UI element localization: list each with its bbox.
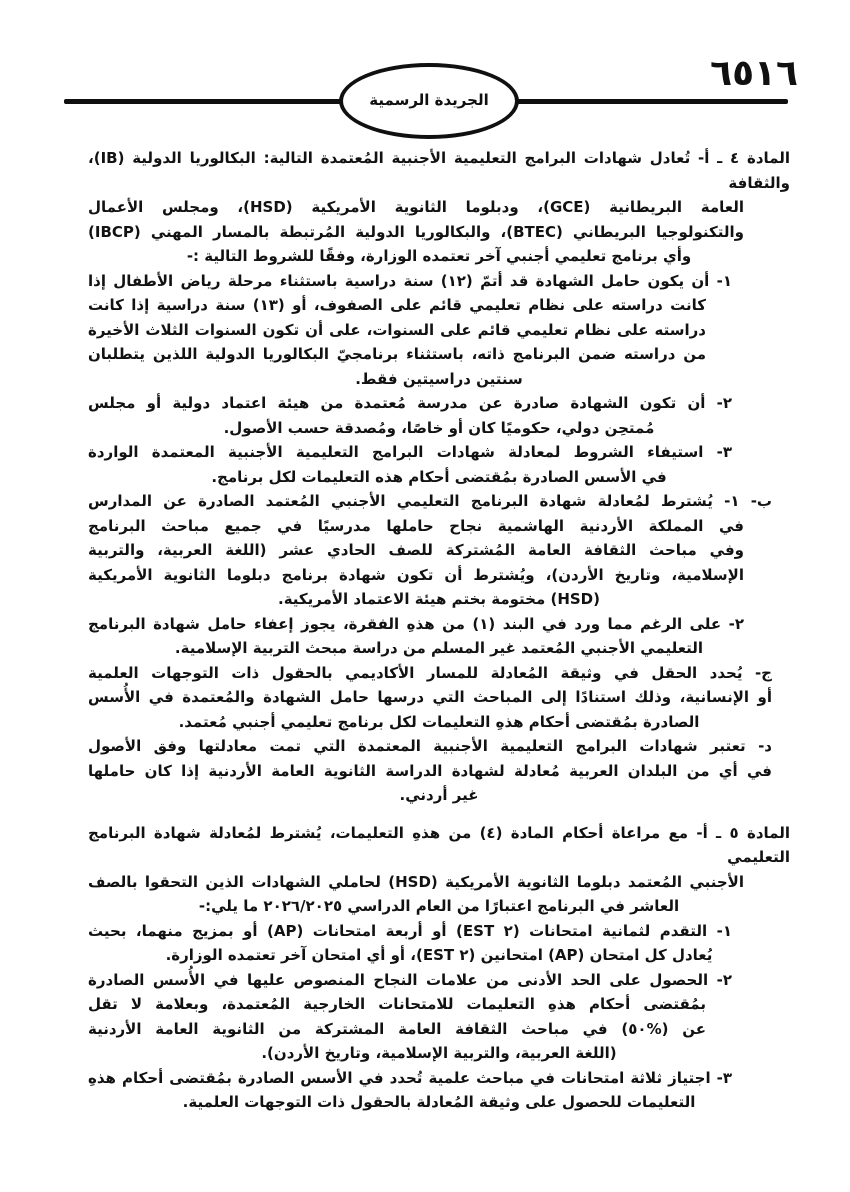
text-line: (اللغة العربية، والتربية الإسلامية، وتاريخ الأردن). bbox=[261, 1044, 617, 1062]
article-5-condition-3 bbox=[88, 1066, 790, 1115]
text-line: سنتين دراسيتين فقط. bbox=[355, 369, 523, 388]
text-line: بمُقتضى أحكام هذهِ التعليمات للامتحانات الخارجية المُعتمدة، وبعلامة لا تقل bbox=[88, 995, 706, 1013]
text-line: والتكنولوجيا البريطاني (BTEC)، والبكالوريا الدولية المُرتبطة بالمسار المهني (IBCP) bbox=[88, 222, 744, 241]
text-line: دراسته على نظام تعليمي قائم على السنوات، على أن تكون السنوات الثلاث الأخيرة bbox=[88, 320, 706, 339]
text-line: كانت دراسته على نظام تعليمي قائم على الصفوف، أو (١٣) سنة دراسية إذا كانت bbox=[88, 296, 706, 314]
text-line: مُمتحِن دولي، حكوميًا كان أو خاصًا، ومُصدقة حسب الأصول. bbox=[223, 418, 655, 437]
article-5-condition-2 bbox=[88, 968, 790, 1066]
text-line: وفي مباحث الثقافة العامة المُشتركة للصف الحادي عشر (اللغة العربية، والتربية bbox=[88, 541, 744, 559]
gazette-oval-badge bbox=[339, 63, 519, 139]
article-5-intro bbox=[88, 821, 790, 919]
text-line: (HSD) مختومة بختم هيئة الاعتماد الأمريكية. bbox=[278, 590, 600, 608]
article-4-condition-2 bbox=[88, 391, 790, 440]
article-4-c bbox=[88, 661, 790, 735]
text-line: التعليمات للحصول على وثيقة المُعادلة بالحقول ذات التوجهات العلمية. bbox=[182, 1093, 696, 1111]
gazette-title: الجريدة الرسمية bbox=[369, 91, 489, 109]
article-4-condition-3 bbox=[88, 440, 790, 489]
text-line: العامة البريطانية (GCE)، ودبلوما الثانوية الأمريكية (HSD)، ومجلس الأعمال bbox=[88, 198, 744, 216]
text-line: الأجنبي المُعتمد دبلوما الثانوية الأمريكية (HSD) لحاملي الشهادات الذين التحقوا بالصف bbox=[88, 872, 744, 891]
text-line: التعليمي الأجنبي المُعتمد غير المسلم من دراسة مبحث التربية الإسلامية. bbox=[174, 639, 704, 657]
text-line: أو الإنسانية، وذلك استنادًا إلى المباحث التي درسها حامل الشهادة والمُعتمدة في الأُسس bbox=[88, 688, 772, 706]
text-line: في الأسس الصادرة بمُقتضى أحكام هذه التعليمات لكل برنامج. bbox=[211, 467, 667, 486]
text-line: الصادرة بمُقتضى أحكام هذهِ التعليمات لكل برنامج تعليمي أجنبي مُعتمد. bbox=[178, 712, 700, 731]
text-line: العاشر في البرنامج اعتبارًا من العام الدراسي ٢٠٢٦/٢٠٢٥ ما يلي:- bbox=[198, 897, 680, 915]
text-line: ٣- استيفاء الشروط لمعادلة شهادات البرامج التعليمية الأجنبية المعتمدة الواردة bbox=[88, 443, 732, 461]
text-line: ج- يُحدد الحقل في وثيقة المُعادلة للمسار الأكاديمي بالحقول ذات التوجهات العلمية bbox=[88, 663, 772, 682]
text-line: غير أردني. bbox=[399, 786, 479, 804]
text-line: عن (%٥٠) في مباحث الثقافة العامة المشتركة من الثانوية العامة الأردنية bbox=[88, 1019, 706, 1038]
article-4-intro bbox=[88, 146, 790, 269]
article-5-condition-1 bbox=[88, 919, 790, 968]
text-line: الإسلامية، وتاريخ الأردن)، ويُشترط أن تكون شهادة برنامج دبلوما الثانوية الأمريكية bbox=[88, 565, 744, 584]
article-4-condition-1 bbox=[88, 269, 790, 392]
document-body bbox=[88, 146, 790, 1115]
text-line: ٢- على الرغم مما ورد في البند (١) من هذهِ الفقرة، يجوز إعفاء حامل شهادة البرنامج bbox=[88, 614, 744, 633]
article-4-b-2 bbox=[88, 612, 790, 661]
text-line: في أي من البلدان العربية مُعادلة لشهادة الدراسة الثانوية العامة الأردنية إذا كان حاملها bbox=[88, 761, 772, 780]
text-line: ١- التقدم لثمانية امتحانات (٢ EST) أو أربعة امتحانات (AP) أو بمزيج منهما، بحيث bbox=[88, 921, 732, 940]
text-line: من دراسته ضمن البرنامج ذاته، باستثناء برنامجيّ البكالوريا الدولية اللذين يتطلبان bbox=[88, 345, 706, 363]
text-line: المادة ٤ ـ أ- تُعادل شهادات البرامج التعليمية الأجنبية المُعتمدة التالية: البكالوريا الدولية (IB)، والثقافة bbox=[88, 149, 790, 192]
page-number: ٦٥١٦ bbox=[710, 53, 798, 94]
text-line: ٣- اجتياز ثلاثة امتحانات في مباحث علمية تُحدد في الأسس الصادرة بمُقتضى أحكام هذهِ bbox=[88, 1068, 732, 1087]
text-line: ب- ١- يُشترط لمُعادلة شهادة البرنامج التعليمي الأجنبي المُعتمد الصادرة عن المدارس bbox=[88, 492, 772, 510]
article-4-b-1 bbox=[88, 489, 790, 612]
text-line: يُعادل كل امتحان (AP) امتحانين (٢ EST)، أو أي امتحان آخر تعتمده الوزارة. bbox=[165, 946, 713, 964]
text-line: وأي برنامج تعليمي أجنبي آخر تعتمده الوزارة، وفقًا للشروط التالية :- bbox=[186, 247, 692, 265]
text-line: ٢- الحصول على الحد الأدنى من علامات النجاح المنصوص عليها في الأُسس الصادرة bbox=[88, 970, 732, 989]
text-line: د- تعتبر شهادات البرامج التعليمية الأجنبية المعتمدة التي تمت معادلتها وفق الأصول bbox=[88, 737, 772, 755]
text-line: في المملكة الأردنية الهاشمية نجاح حاملها مدرسيًا في جميع مباحث البرنامج bbox=[88, 516, 744, 535]
text-line: ١- أن يكون حامل الشهادة قد أتمّ (١٢) سنة دراسية باستثناء مرحلة رياض الأطفال إذا bbox=[88, 271, 732, 290]
text-line: المادة ٥ ـ أ- مع مراعاة أحكام المادة (٤) من هذهِ التعليمات، يُشترط لمُعادلة شهادة البرنامج التعليمي bbox=[88, 823, 790, 866]
text-line: ٢- أن تكون الشهادة صادرة عن مدرسة مُعتمدة من هيئة اعتماد دولية أو مجلس bbox=[88, 394, 732, 412]
article-4-d bbox=[88, 734, 790, 808]
